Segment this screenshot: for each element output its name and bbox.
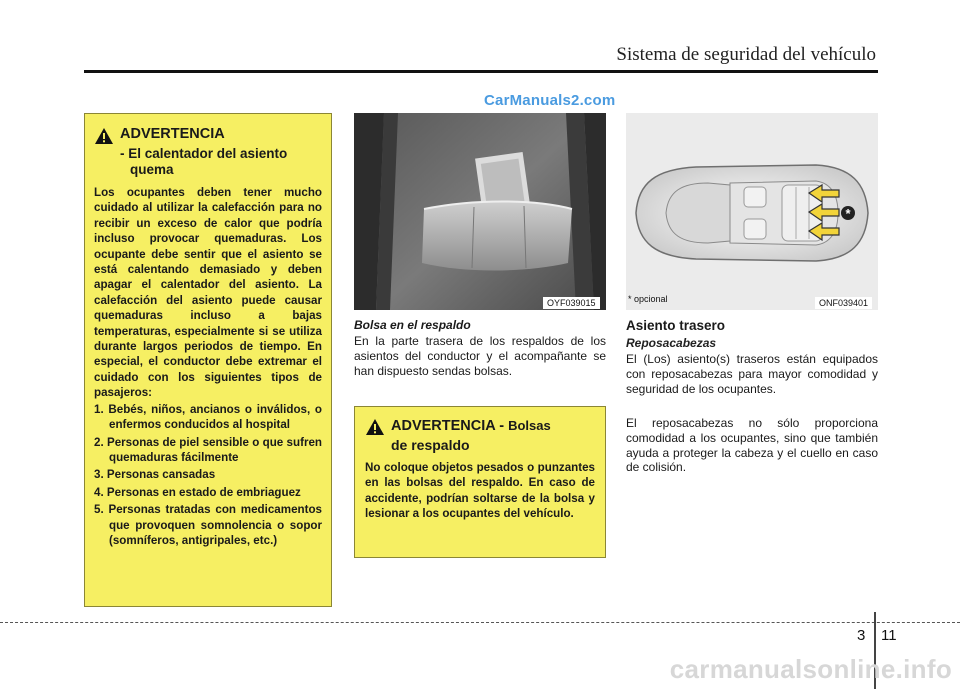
photo-description: En la parte trasera de los respaldos de los asientos del conductor y el acompañante se han dispuesto sendas bolsas. (354, 334, 606, 378)
header-divider (84, 70, 878, 73)
warning-title-main: ADVERTENCIA - (391, 418, 505, 434)
figure-code-label: ONF039401 (815, 297, 872, 309)
headrest-subheading: Reposacabezas (626, 336, 717, 350)
warning-header (94, 126, 322, 145)
photo-code-label: OYF039015 (543, 297, 600, 309)
rear-seat-heading: Asiento trasero (626, 318, 726, 333)
seatback-pocket-illustration (354, 113, 606, 310)
warning-title-topic: Bolsas (508, 418, 551, 433)
warning-list-item: 2. Personas de piel sensible o que sufren quemaduras fácilmente (94, 435, 322, 464)
headrest-paragraph-1: El (Los) asiento(s) traseros están equipados con reposacabezas para mayor comodidad y seguridad de los ocupantes. (626, 352, 878, 396)
warning-subtitle: - El calentador del asiento quema (120, 146, 288, 177)
warning-body: Los ocupantes deben tener mucho cuidado al utilizar la calefacción para no recibir un exceso de calor que podría incluso provocar quemaduras. Los ocupante debe sentir que el asiento se está calentando demasiado y deben apagar el calentador del asiento. La calefacción del asiento puede causar quemaduras incluso a bajas temperaturas, especialmente si se utiliza durante largos periodos de tiempo. En especial, el conductor debe extremar el cuidado con los siguientes tipos de pasajeros: (94, 186, 322, 400)
page-number: 11 (881, 627, 897, 644)
warning-list-item: 1. Bebés, niños, ancianos o inválidos, o enfermos conducidos al hospital (94, 402, 322, 432)
seatback-pocket-photo (354, 113, 606, 310)
page-header-title: Sistema de seguridad del vehículo (616, 44, 876, 65)
optional-marker: * (845, 206, 851, 221)
watermark-carmanualsonline: carmanualsonline.info (669, 654, 952, 684)
photo-caption: Bolsa en el respaldo (354, 318, 471, 332)
warning-title: ADVERTENCIA (120, 126, 225, 142)
warning-list-item: 4. Personas en estado de embriaguez (94, 485, 301, 499)
warning-seat-heater (84, 113, 332, 607)
warning-subtitle: de respaldo (391, 437, 470, 453)
warning-list-item: 5. Personas tratadas con medicamentos que provoquen somnolencia o sopor (somníferos, antigripales, etc.) (94, 503, 322, 547)
rear-headrest-car-figure (626, 113, 878, 310)
warning-list-item: 3. Personas cansadas (94, 468, 216, 482)
warning-title (391, 417, 551, 435)
warning-list (94, 402, 322, 549)
warning-seatback-pocket (354, 406, 606, 558)
car-top-view-illustration (626, 113, 878, 310)
chapter-number: 3 (857, 627, 866, 644)
headrest-paragraph-2: El reposacabezas no sólo proporciona comodidad a los ocupantes, sino que también ayuda a proteger la cabeza y el cuello en caso de colisión. (626, 416, 878, 475)
warning-triangle-icon (94, 127, 114, 145)
watermark-carmanuals2: CarManuals2.com (484, 92, 616, 109)
warning-triangle-icon (365, 418, 385, 436)
warning-header (365, 417, 595, 436)
warning-body: No coloque objetos pesados o punzantes en las bolsas del respaldo. En caso de accidente, podrían soltarse de la bolsa y lesionar a los ocupantes del vehículo. (365, 461, 595, 521)
optional-note: * opcional (628, 294, 668, 304)
footer-divider (0, 622, 960, 623)
